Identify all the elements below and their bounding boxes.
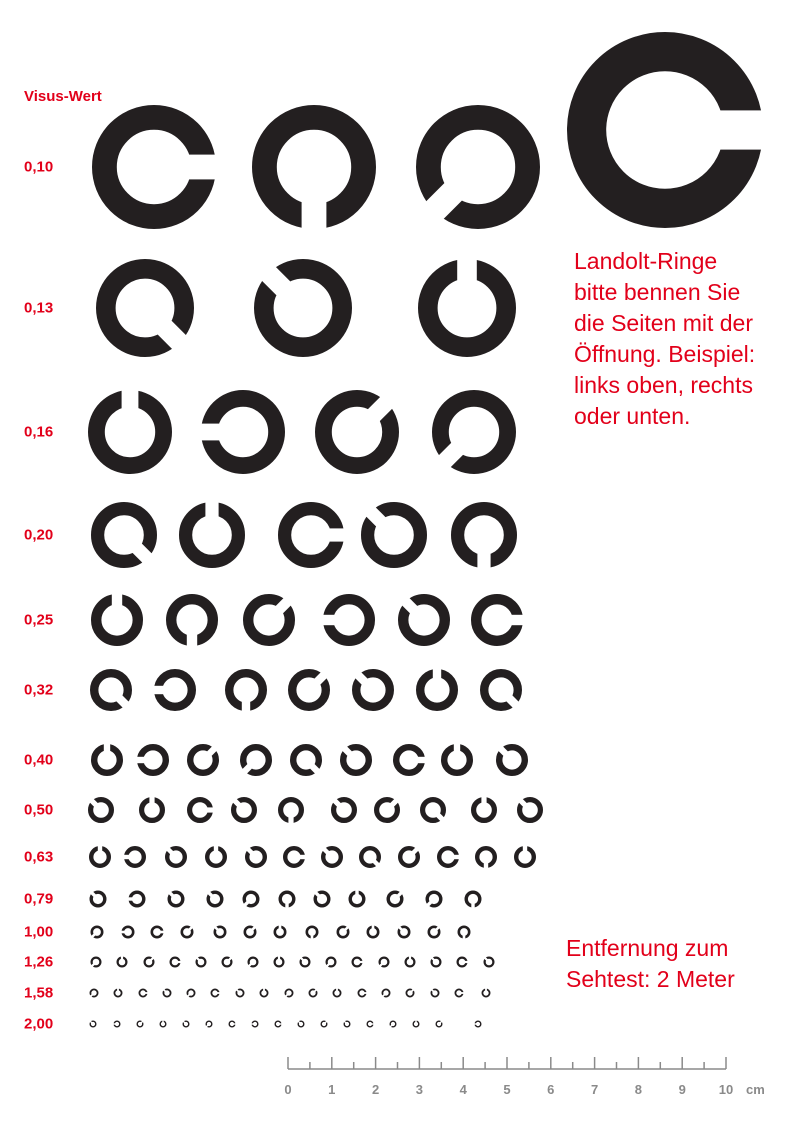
landolt-ring xyxy=(482,987,489,997)
landolt-ring xyxy=(120,927,134,937)
landolt-ring xyxy=(336,922,353,939)
landolt-ring xyxy=(481,954,496,969)
landolt-ring xyxy=(345,662,397,714)
landolt-ring xyxy=(186,500,239,561)
visus-value-heading: Visus-Wert xyxy=(24,88,102,105)
visus-row-label: 0,25 xyxy=(24,611,54,629)
landolt-ring xyxy=(185,738,225,778)
visus-row-label: 0,40 xyxy=(24,751,54,769)
landolt-ring xyxy=(190,800,215,821)
landolt-ring xyxy=(171,958,183,967)
landolt-ring xyxy=(135,747,166,773)
landolt-ring xyxy=(94,742,120,773)
visus-row-label: 2,00 xyxy=(24,1015,54,1033)
landolt-ring xyxy=(280,892,294,909)
ruler-tick-label: 0 xyxy=(284,1082,292,1097)
visus-row-label: 0,10 xyxy=(24,158,54,176)
landolt-ring xyxy=(439,848,461,866)
landolt-ring xyxy=(326,792,359,825)
ruler-tick-label: 9 xyxy=(678,1082,686,1097)
landolt-ring xyxy=(297,954,312,969)
landolt-ring xyxy=(87,925,104,942)
landolt-ring xyxy=(221,954,236,969)
landolt-ring xyxy=(428,954,443,969)
landolt-ring-example xyxy=(587,52,765,209)
landolt-ring xyxy=(372,792,405,825)
ruler-tick-label: 1 xyxy=(328,1082,336,1097)
landolt-ring xyxy=(321,599,370,641)
landolt-ring xyxy=(323,956,338,971)
landolt-ring xyxy=(90,253,209,372)
landolt-ring xyxy=(112,1021,120,1027)
landolt-ring xyxy=(264,117,363,231)
ruler-tick-label: 10 xyxy=(718,1082,734,1097)
landolt-ring xyxy=(490,738,530,778)
landolt-ring xyxy=(275,955,284,967)
landolt-ring xyxy=(334,738,374,778)
landolt-ring xyxy=(413,1019,419,1027)
landolt-ring xyxy=(473,1021,481,1027)
landolt-ring xyxy=(96,388,163,466)
landolt-ring xyxy=(295,1018,305,1028)
landolt-ring xyxy=(86,887,108,909)
landolt-ring xyxy=(459,927,469,941)
landolt-ring xyxy=(474,795,495,820)
visus-row-label: 0,79 xyxy=(24,890,54,908)
landolt-ring xyxy=(143,954,158,969)
landolt-ring xyxy=(281,800,302,825)
landolt-ring xyxy=(136,1018,146,1028)
landolt-ring xyxy=(516,844,534,866)
landolt-ring xyxy=(358,845,386,873)
landolt-ring xyxy=(161,842,189,870)
visus-row-label: 0,16 xyxy=(24,423,54,441)
landolt-ring xyxy=(476,599,525,641)
landolt-ring xyxy=(358,989,368,996)
landolt-ring xyxy=(210,922,227,939)
ruler-tick-label: 2 xyxy=(371,1082,380,1097)
landolt-ring xyxy=(234,742,274,782)
landolt-ring xyxy=(152,927,166,937)
landolt-ring xyxy=(285,662,337,714)
landolt-ring xyxy=(368,924,378,938)
landolt-ring xyxy=(83,792,116,825)
landolt-ring xyxy=(239,889,261,911)
landolt-ring xyxy=(458,958,470,967)
landolt-ring xyxy=(396,747,427,773)
visus-row-label: 0,32 xyxy=(24,681,54,699)
landolt-ring xyxy=(419,384,521,486)
landolt-ring xyxy=(118,955,127,967)
test-distance-text: Entfernung zum Sehtest: 2 Meter xyxy=(566,935,735,992)
landolt-ring xyxy=(367,1021,375,1027)
ruler-tick-label: 7 xyxy=(590,1082,599,1097)
landolt-ring xyxy=(435,1018,445,1028)
landolt-ring xyxy=(466,892,480,909)
landolt-ring xyxy=(139,989,149,996)
landolt-ring xyxy=(229,673,263,713)
landolt-ring xyxy=(275,1021,283,1027)
visus-row-label: 0,13 xyxy=(24,299,54,317)
landolt-ring xyxy=(320,1018,330,1028)
landolt-ring xyxy=(240,585,304,649)
landolt-ring xyxy=(87,1018,97,1028)
landolt-ring xyxy=(309,377,411,479)
landolt-ring xyxy=(127,892,144,906)
landolt-ring xyxy=(142,795,163,820)
landolt-ring xyxy=(385,887,407,909)
ruler-tick-label: 8 xyxy=(634,1082,643,1097)
landolt-ring xyxy=(282,988,294,1000)
landolt-ring xyxy=(428,257,506,347)
landolt-ring xyxy=(233,986,245,998)
landolt-ring xyxy=(398,97,548,247)
ruler-tick-label: 3 xyxy=(415,1082,424,1097)
landolt-ring xyxy=(114,987,121,997)
landolt-ring xyxy=(477,848,495,870)
landolt-ring xyxy=(87,498,168,579)
visus-row-label: 0,63 xyxy=(24,848,54,866)
landolt-ring xyxy=(458,509,511,570)
landolt-ring xyxy=(350,889,364,906)
landolt-ring xyxy=(160,1019,166,1027)
landolt-ring xyxy=(420,667,454,707)
landolt-ring xyxy=(379,988,391,1000)
landolt-ring xyxy=(203,887,225,909)
landolt-ring xyxy=(455,989,465,996)
landolt-ring xyxy=(203,1020,213,1030)
landolt-ring xyxy=(351,492,432,573)
landolt-ring xyxy=(317,842,345,870)
landolt-ring xyxy=(199,398,277,465)
landolt-ring xyxy=(91,844,109,866)
landolt-ring xyxy=(405,986,417,998)
landolt-ring xyxy=(241,842,269,870)
landolt-ring xyxy=(308,986,320,998)
ruler-tick-label: 4 xyxy=(459,1082,467,1097)
landolt-ring xyxy=(229,1021,237,1027)
visus-row-label: 1,58 xyxy=(24,984,54,1002)
landolt-ring xyxy=(152,673,192,707)
landolt-ring xyxy=(397,842,425,870)
landolt-ring xyxy=(239,244,358,363)
landolt-ring xyxy=(418,795,451,828)
landolt-ring xyxy=(87,666,139,718)
landolt-ring xyxy=(285,848,307,866)
landolt-ring xyxy=(387,1020,397,1030)
landolt-ring xyxy=(180,922,197,939)
landolt-ring xyxy=(394,922,411,939)
landolt-ring xyxy=(96,592,138,641)
landolt-ring xyxy=(87,988,99,1000)
landolt-ring xyxy=(285,509,346,562)
landolt-ring xyxy=(307,927,317,941)
landolt-ring xyxy=(104,117,218,216)
landolt-ring xyxy=(341,1018,351,1028)
landolt-ring xyxy=(260,987,267,997)
landolt-ring xyxy=(245,956,260,971)
visus-row-label: 0,20 xyxy=(24,526,54,544)
landolt-ring xyxy=(288,742,328,782)
landolt-ring xyxy=(207,844,225,866)
landolt-ring xyxy=(376,956,391,971)
landolt-ring xyxy=(353,958,365,967)
landolt-ring xyxy=(389,585,453,649)
visus-row-label: 0,50 xyxy=(24,801,54,819)
landolt-ring xyxy=(160,986,172,998)
landolt-ring xyxy=(122,848,144,866)
landolt-ring xyxy=(406,955,415,967)
landolt-ring xyxy=(226,792,259,825)
landolt-ring xyxy=(444,742,470,773)
landolt-ring xyxy=(193,954,208,969)
landolt-ring xyxy=(512,792,545,825)
landolt-ring xyxy=(428,986,440,998)
landolt-ring xyxy=(243,922,260,939)
landolt-ring xyxy=(250,1021,258,1027)
landolt-ring xyxy=(180,1018,190,1028)
landolt-ring xyxy=(310,887,332,909)
landolt-ring xyxy=(184,988,196,1000)
visus-row-label: 1,26 xyxy=(24,953,54,971)
ruler-tick-label: 5 xyxy=(503,1082,511,1097)
landolt-ring xyxy=(211,989,221,996)
visus-row-label: 1,00 xyxy=(24,923,54,941)
landolt-ring xyxy=(333,987,340,997)
landolt-ring xyxy=(427,922,444,939)
landolt-ring xyxy=(477,666,529,718)
ruler-unit-label: cm xyxy=(746,1082,765,1097)
instructions-text: Landolt-Ringe bitte bennen Sie die Seiten mit der Öffnung. Beispiel: links oben, rechts oder unten. xyxy=(574,248,756,429)
landolt-ring xyxy=(88,956,103,971)
landolt-ring xyxy=(275,924,285,938)
landolt-ring xyxy=(422,889,444,911)
landolt-ring xyxy=(164,887,186,909)
ruler-tick-label: 6 xyxy=(547,1082,555,1097)
landolt-ring xyxy=(171,599,213,648)
